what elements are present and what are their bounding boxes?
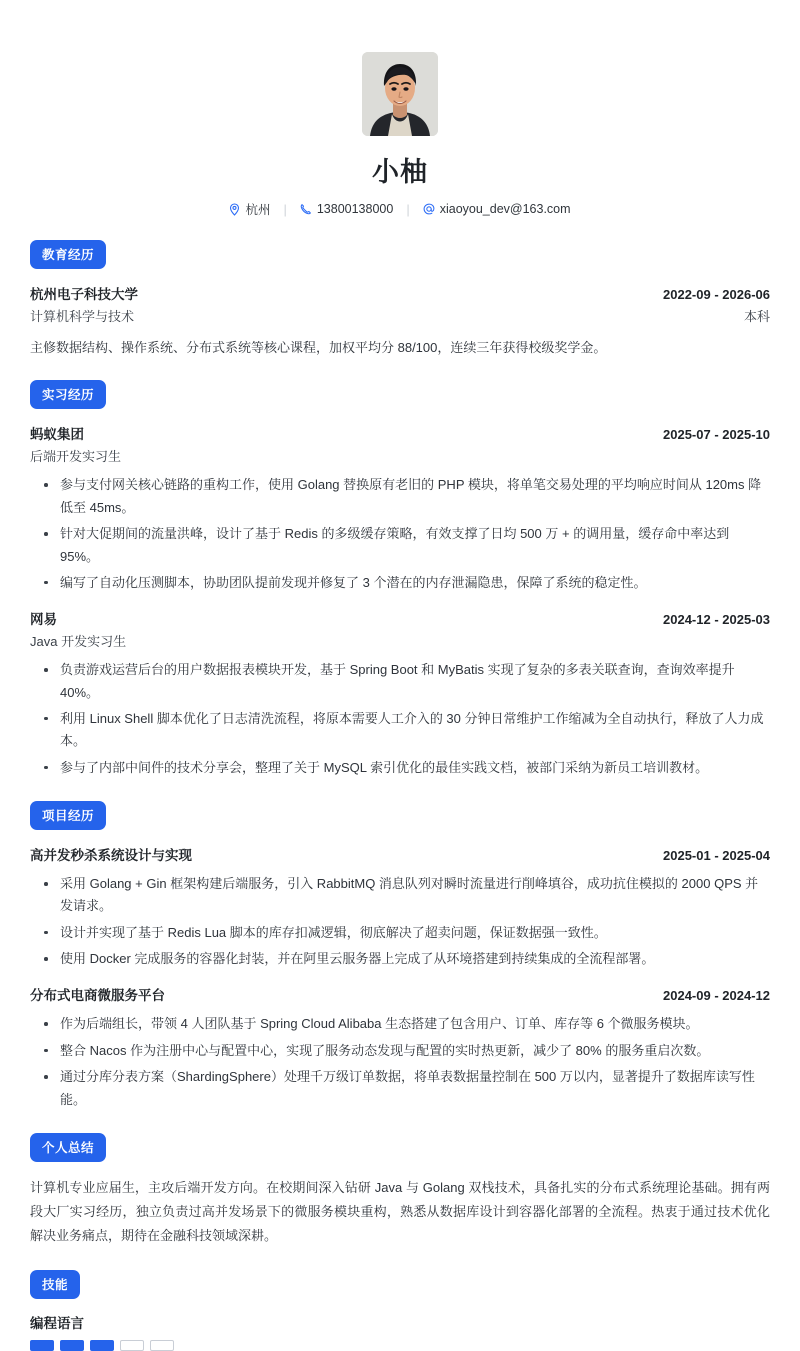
entry-degree: 本科 xyxy=(743,309,770,324)
section-badge: 教育经历 xyxy=(30,240,106,269)
contact-email xyxy=(423,202,571,216)
entry-org: 网易 xyxy=(30,612,57,628)
contact-location xyxy=(229,200,270,218)
entry-description: 主修数据结构、操作系统、分布式系统等核心课程，加权平均分 88/100，连续三年获得校级奖学金。 xyxy=(30,340,607,355)
entry-header xyxy=(30,283,770,303)
experience-entry xyxy=(30,423,770,594)
entry-bullets xyxy=(30,873,770,970)
rating-segment xyxy=(90,1340,114,1351)
entry-org: 高并发秒杀系统设计与实现 xyxy=(30,848,192,864)
avatar xyxy=(362,52,438,136)
location-pin-icon xyxy=(229,203,240,216)
list-item: 参与支付网关核心链路的重构工作，使用 Golang 替换原有老旧的 PHP 模块，将单笔交易处理的平均响应时间从 120ms 降低至 45ms。 xyxy=(30,474,770,519)
entry-header xyxy=(30,984,770,1004)
list-item: 负责游戏运营后台的用户数据报表模块开发，基于 Spring Boot 和 MyBatis 实现了复杂的多表关联查询，查询效率提升 40%。 xyxy=(30,659,770,704)
contact-email-text: xiaoyou_dev@163.com xyxy=(439,202,571,216)
list-item: 通过分库分表方案（ShardingSphere）处理千万级订单数据，将单表数据量控制在 500 万以内，显著提升了数据库读写性能。 xyxy=(30,1066,770,1111)
phone-icon xyxy=(300,203,312,215)
entry-org: 蚂蚁集团 xyxy=(30,427,84,443)
list-item: 整合 Nacos 作为注册中心与配置中心，实现了服务动态发现与配置的实时热更新，减少了 80% 的服务重启次数。 xyxy=(30,1040,770,1062)
contact-separator: | xyxy=(283,201,287,217)
contact-separator: | xyxy=(406,201,410,217)
list-item: 设计并实现了基于 Redis Lua 脚本的库存扣减逻辑，彻底解决了超卖问题，保证数据强一致性。 xyxy=(30,922,770,944)
list-item: 利用 Linux Shell 脚本优化了日志清洗流程，将原本需要人工介入的 30 分钟日常维护工作缩减为全自动执行，释放了人力成本。 xyxy=(30,708,770,753)
rating-segment xyxy=(150,1340,174,1351)
list-item: 编写了自动化压测脚本，协助团队提前发现并修复了 3 个潜在的内存泄漏隐患，保障了系统的稳定性。 xyxy=(30,572,770,594)
list-item: 参与了内部中间件的技术分享会，整理了关于 MySQL 索引优化的最佳实践文档，被部门采纳为新员工培训教材。 xyxy=(30,757,770,779)
entry-subheader xyxy=(30,446,770,465)
resume-header xyxy=(30,40,770,218)
entry-date: 2024-12 - 2025-03 xyxy=(663,612,770,628)
page-title: 小柚 xyxy=(372,157,428,187)
entry-role: 后端开发实习生 xyxy=(30,449,122,465)
section-badge: 实习经历 xyxy=(30,380,106,409)
entry-date: 2025-01 - 2025-04 xyxy=(663,848,770,864)
list-item: 针对大促期间的流量洪峰，设计了基于 Redis 的多级缓存策略，有效支撑了日均 500 万 + 的调用量，缓存命中率达到 95%。 xyxy=(30,523,770,568)
rating-segment xyxy=(60,1340,84,1351)
entry-org: 杭州电子科技大学 xyxy=(30,287,138,302)
section-1 xyxy=(30,380,770,779)
entry-role: Java 开发实习生 xyxy=(30,634,127,650)
entry-bullets xyxy=(30,474,770,594)
section-badge-summary: 个人总结 xyxy=(30,1133,106,1162)
entry-subheader xyxy=(30,306,770,325)
entry-org: 分布式电商微服务平台 xyxy=(30,988,165,1004)
contact-list xyxy=(30,200,770,218)
list-item: 作为后端组长，带领 4 人团队基于 Spring Cloud Alibaba 生态搭建了包含用户、订单、库存等 6 个微服务模块。 xyxy=(30,1013,770,1035)
entry-header xyxy=(30,423,770,443)
contact-location-text: 杭州 xyxy=(245,203,271,217)
section-summary xyxy=(30,1133,770,1248)
resume-sections xyxy=(30,240,770,1111)
entry-date: 2025-07 - 2025-10 xyxy=(663,427,770,443)
rating-segment xyxy=(30,1340,54,1351)
section-0 xyxy=(30,240,770,358)
entry-role: 计算机科学与技术 xyxy=(30,309,135,324)
entry-header xyxy=(30,844,770,864)
section-badge-skills: 技能 xyxy=(30,1270,80,1299)
skill-group xyxy=(30,1312,770,1351)
experience-entry xyxy=(30,608,770,779)
entry-date: 2022-09 - 2026-06 xyxy=(663,287,770,302)
entry-bullets xyxy=(30,1013,770,1110)
experience-entry xyxy=(30,844,770,970)
summary-text: 计算机专业应届生，主攻后端开发方向。在校期间深入钻研 Java 与 Golang 双栈技术，具备扎实的分布式系统理论基础。拥有两段大厂实习经历，独立负责过高并发场景下的微服务模块重构，熟悉从数据库设计到容器化部署的全流程。热衷于通过技术优化解决业务痛点，期待在金融科技领域深耕。 xyxy=(30,1179,770,1243)
entry-subheader xyxy=(30,631,770,650)
rating-segment xyxy=(120,1340,144,1351)
skill-name: 编程语言 xyxy=(30,1316,84,1332)
contact-phone xyxy=(300,202,393,216)
skill-rating xyxy=(30,1340,770,1351)
entry-header xyxy=(30,608,770,628)
skill-groups xyxy=(30,1312,770,1351)
section-2 xyxy=(30,801,770,1111)
list-item: 采用 Golang + Gin 框架构建后端服务，引入 RabbitMQ 消息队列对瞬时流量进行削峰填谷，成功抗住模拟的 2000 QPS 并发请求。 xyxy=(30,873,770,918)
email-at-icon xyxy=(423,203,435,215)
entry-date: 2024-09 - 2024-12 xyxy=(663,988,770,1004)
section-skills xyxy=(30,1270,770,1351)
list-item: 使用 Docker 完成服务的容器化封装，并在阿里云服务器上完成了从环境搭建到持续集成的全流程部署。 xyxy=(30,948,770,970)
section-badge: 项目经历 xyxy=(30,801,106,830)
experience-entry xyxy=(30,283,770,358)
experience-entry xyxy=(30,984,770,1110)
contact-phone-text: 13800138000 xyxy=(316,202,394,216)
entry-bullets xyxy=(30,659,770,779)
